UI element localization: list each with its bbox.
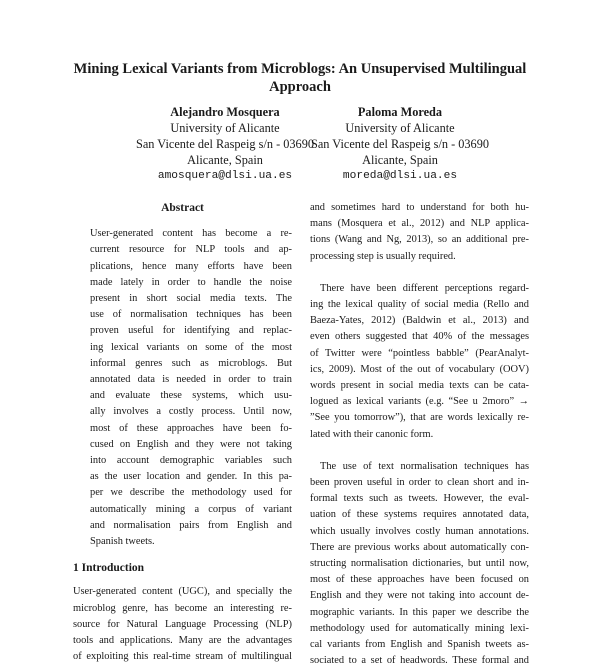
left-column [73,200,292,665]
body-line: methodology used for automatically mining lexi- [310,622,529,634]
body-line: mographic variants. In this paper we describe the [310,606,529,618]
abstract-line: plications, hence many efforts have been [90,260,292,272]
author-name: Paloma Moreda [357,105,443,119]
body-line: and sometimes hard to understand for both hu- [310,202,529,213]
abstract-line: ally involves a costly process. Until now, [90,406,292,418]
author-block [280,104,520,184]
abstract-line: cused on English and they were not taking [90,438,292,450]
abstract-line: annotated data is needed in order to train [90,374,292,386]
abstract-line: and evaluate these systems, which usu- [90,390,292,402]
body-line: lated with their canonic form. [310,428,434,440]
abstract-line: proven useful for identifying and replac- [90,325,292,337]
abstract-body [73,226,292,550]
body-line: formal texts such as tweets. However, the eval- [310,493,529,505]
section-heading: 1 Introduction [73,562,145,575]
intro-line: tools and applications. Many are the advantages [73,635,292,647]
author-email: moreda@dlsi.ua.es [342,170,458,182]
intro-line: of exploiting this real-time stream of multilingual [73,651,292,663]
abstract-line: informal genres such as microblogs. But [90,357,292,369]
abstract-line: current resource for NLP tools and ap- [90,244,292,256]
intro-line: microblog genre, has become an interesting re- [73,602,292,614]
abstract-line: Spanish tweets. [90,536,155,548]
abstract-line: User-generated content has become a re- [90,228,292,240]
paper-title-line: Mining Lexical Variants from Microblogs: An Unsupervised Multilingual [73,61,527,77]
abstract-heading: Abstract [161,202,204,214]
intro-line: source for Natural Language Processing (NLP) [73,618,292,630]
body-line: mans (Mosquera et al., 2012) and NLP applica- [310,218,529,230]
paper-title-line: Approach [269,79,331,95]
body-line: processing step is usually required. [310,250,456,262]
author-email: amosquera@dlsi.ua.es [157,170,293,182]
body-line: ”See you tomorrow”), that are words lexically re- [310,412,529,424]
abstract-line: into account demographic variables such [90,455,292,467]
right-column [310,200,529,669]
body-line: been proven useful in order to clean short and in- [310,477,529,489]
body-line: structing normalisation dictionaries, but until now, [310,558,529,570]
intro-line: User-generated content (UGC), and specially the [73,586,292,598]
body-line: English and they were not taking into account de- [310,590,529,602]
abstract-line: ing lexical variants on some of the most [90,341,292,353]
abstract-line: per we describe the methodology used for [90,487,292,499]
body-line: most of these approaches have been focused on [310,574,529,586]
author-affiliation: University of Alicante [170,121,280,135]
abstract-line: made lately in order to handle the noise [90,276,292,288]
body-line: even others suggested that 40% of the messages [310,331,529,343]
abstract-line: present in short social media texts. The [90,293,292,305]
abstract-line: as the user location and gender. In this pa- [90,471,292,483]
body-line: of Twitter were “pointless babble” (PearAnalyt- [310,347,529,359]
body-line: cal variants from English and Spanish tweets as- [310,639,529,651]
body-line: ics, 2009). Most of the out of vocabulary (OOV) [310,363,529,375]
body-line: which usually involves costly human annotations. [310,525,529,537]
author-affiliation: University of Alicante [345,121,455,135]
author-city: Alicante, Spain [187,153,263,167]
body-line: logued as lexical variants (e.g. “See u 2moro” → [310,396,529,408]
abstract-line: and normalisation pairs from English and [90,519,292,531]
body-line: tions (Wang and Ng, 2013), so an additional pre- [310,234,529,246]
paper-title [60,60,540,96]
body-line: words present in social media texts can be cata- [310,380,529,392]
abstract-line: use of normalisation techniques has been [90,309,292,321]
author-address: San Vicente del Raspeig s/n - 03690 [311,137,489,151]
body-line: ing the lexical quality of social media (Rello and [310,299,529,311]
author-city: Alicante, Spain [362,153,438,167]
abstract-line: most of these approaches have been fo- [90,422,292,434]
body-line: There have been different perceptions regard- [320,282,529,294]
body-line: The use of text normalisation techniques has [320,460,529,472]
body-line: sociated to a set of headwords. These formal and [310,655,529,667]
body-line: Baeza-Yates, 2012) (Baldwin et al., 2013) and [310,315,529,327]
author-name: Alejandro Mosquera [170,105,280,119]
body-line: There are previous works about automatically con- [310,541,529,553]
body-line: uation of these systems requires annotated data, [310,509,529,521]
author-address: San Vicente del Raspeig s/n - 03690 [136,137,314,151]
abstract-line: automatically mining a corpus of variant [90,503,292,515]
